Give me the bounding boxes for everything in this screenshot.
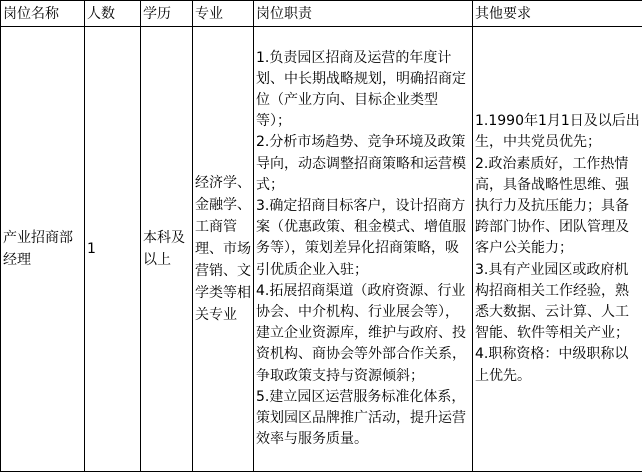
duty-item: 5.建立园区运营服务标准化体系，策划园区品牌推广活动，提升运营效率与服务质量。 bbox=[256, 388, 466, 448]
duty-item: 2.分析市场趋势、竞争环境及政策导向，动态调整招商策略和运营模式； bbox=[256, 134, 466, 193]
duty-item: 4.拓展招商渠道（政府资源、行业协会、中介机构、行业展会等），建立企业资源库，维护与政府、投资机构、商协会等外部合作关系，争取政策支持与资源倾斜； bbox=[256, 282, 466, 384]
major-text: 经济学、金融学、工商管理、市场营销、文学类等相关专业 bbox=[195, 175, 251, 323]
header-count: 人数 bbox=[85, 1, 141, 27]
header-major: 专业 bbox=[193, 1, 254, 27]
duty-item: 3.确定招商目标客户，设计招商方案（优惠政策、租金模式、增值服务等），策划差异化招商策略，吸引优质企业入驻； bbox=[256, 197, 466, 278]
requirement-item: 4.职称资格：中级职称以上优先。 bbox=[475, 346, 629, 384]
duties-cell bbox=[254, 27, 473, 472]
requirement-item: 2.政治素质好，工作热情高，具备战略性思维、强执行力及抗压能力；具备跨部门协作、团队管理及客户公关能力； bbox=[475, 155, 629, 257]
header-row bbox=[1, 1, 642, 27]
duty-item: 1.负责园区招商及运营的年度计划、中长期战略规划，明确招商定位（产业方向、目标企业类型等）； bbox=[256, 49, 466, 130]
requirement-item: 1.1990年1月1日及以后出生，中共党员优先； bbox=[475, 113, 640, 151]
header-duties: 岗位职责 bbox=[254, 1, 473, 27]
count-cell: 1 bbox=[85, 27, 141, 472]
requirements-cell bbox=[473, 27, 642, 472]
position-name-cell: 产业招商部经理 bbox=[1, 27, 85, 472]
major-cell bbox=[193, 27, 254, 472]
table-row bbox=[1, 27, 642, 472]
header-education: 学历 bbox=[141, 1, 193, 27]
requirement-item: 3.具有产业园区或政府机构招商相关工作经验，熟悉大数据、云计算、人工智能、软件等相关产业； bbox=[475, 261, 629, 342]
education-cell: 本科及以上 bbox=[141, 27, 193, 472]
header-requirements: 其他要求 bbox=[473, 1, 642, 27]
header-position-name: 岗位名称 bbox=[1, 1, 85, 27]
